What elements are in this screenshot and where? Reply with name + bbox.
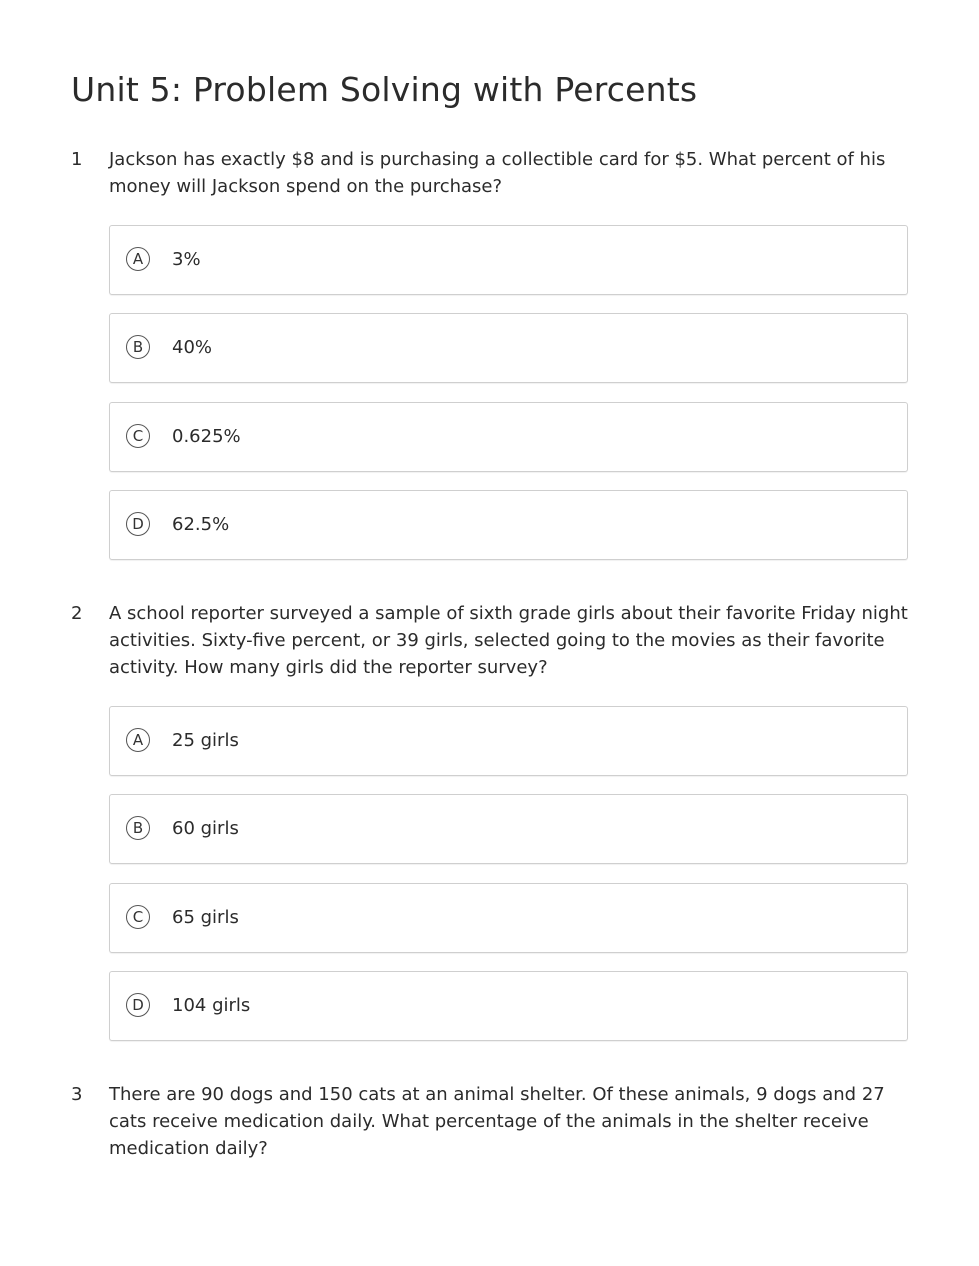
choice-text: 60 girls (172, 818, 239, 839)
question-number: 2 (71, 603, 83, 624)
choice-letter-badge: B (126, 335, 150, 359)
answer-choice-d[interactable] (109, 490, 908, 560)
choice-letter-badge: D (126, 993, 150, 1017)
answer-choice-b[interactable] (109, 313, 908, 383)
choice-text: 65 girls (172, 907, 239, 928)
choice-text: 104 girls (172, 995, 251, 1016)
choice-letter-badge: A (126, 247, 150, 271)
question-number: 3 (71, 1084, 83, 1105)
answer-choice-b[interactable] (109, 794, 908, 864)
choice-letter-badge: D (126, 512, 150, 536)
choice-letter-badge: C (126, 905, 150, 929)
choice-text: 0.625% (172, 426, 241, 447)
question-number: 1 (71, 149, 83, 170)
choice-letter-badge: A (126, 728, 150, 752)
question-text: There are 90 dogs and 150 cats at an animal shelter. Of these animals, 9 dogs and 27 cats receive medication daily. What percentage of the animals in the shelter receive medication daily? (109, 1084, 885, 1159)
choice-letter-badge: B (126, 816, 150, 840)
page-title: Unit 5: Problem Solving with Percents (71, 70, 698, 109)
question-text: Jackson has exactly $8 and is purchasing a collectible card for $5. What percent of his money will Jackson spend on the purchase? (109, 149, 886, 197)
answer-choice-c[interactable] (109, 402, 908, 472)
choice-letter-badge: C (126, 424, 150, 448)
answer-choice-c[interactable] (109, 883, 908, 953)
answer-choice-d[interactable] (109, 971, 908, 1041)
choice-text: 25 girls (172, 730, 239, 751)
answer-choice-a[interactable] (109, 225, 908, 295)
choice-text: 3% (172, 249, 201, 270)
choice-text: 62.5% (172, 514, 230, 535)
answer-choice-a[interactable] (109, 706, 908, 776)
choice-text: 40% (172, 337, 213, 358)
question-text: A school reporter surveyed a sample of sixth grade girls about their favorite Friday night activities. Sixty-five percent, or 39 girls, selected going to the movies as their favorite activity. How many girls did the reporter survey? (109, 603, 908, 678)
